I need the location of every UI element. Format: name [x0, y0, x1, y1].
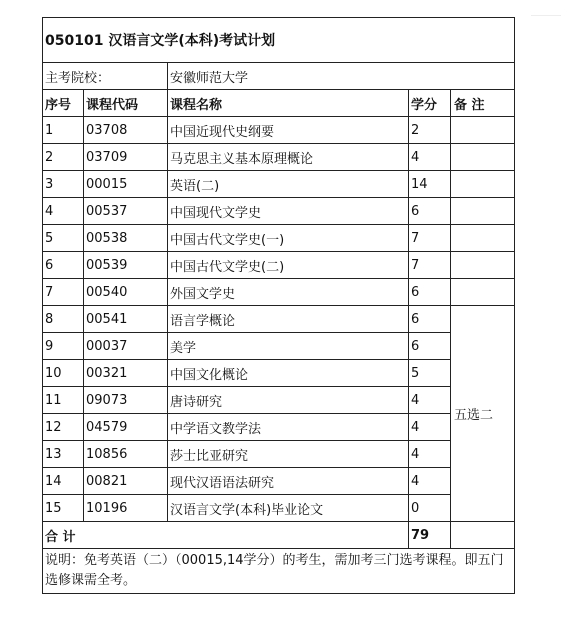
- total-row: [43, 522, 515, 549]
- cell-name: 莎士比亚研究: [168, 441, 409, 468]
- cell-no: 7: [43, 279, 84, 306]
- cell-remark: [451, 144, 515, 171]
- cell-code: 00537: [84, 198, 168, 225]
- cell-remark: [451, 225, 515, 252]
- cell-credit: 6: [409, 306, 451, 333]
- cell-code: 03708: [84, 117, 168, 144]
- cell-remark: [451, 117, 515, 144]
- table-row: [43, 306, 515, 333]
- cell-code: 00321: [84, 360, 168, 387]
- header-code: 课程代码: [84, 90, 168, 117]
- cell-code: 00821: [84, 468, 168, 495]
- title-row: [43, 18, 515, 63]
- cell-credit: 6: [409, 198, 451, 225]
- cell-credit: 0: [409, 495, 451, 522]
- table-row: [43, 333, 515, 360]
- cell-code: 10856: [84, 441, 168, 468]
- table-row: [43, 279, 515, 306]
- cell-no: 15: [43, 495, 84, 522]
- cell-credit: 14: [409, 171, 451, 198]
- cell-no: 3: [43, 171, 84, 198]
- cell-code: 00541: [84, 306, 168, 333]
- cell-credit: 4: [409, 144, 451, 171]
- table-row: [43, 117, 515, 144]
- cell-credit: 2: [409, 117, 451, 144]
- cell-name: 中国近现代史纲要: [168, 117, 409, 144]
- cell-code: 09073: [84, 387, 168, 414]
- plan-title: 050101 汉语言文学(本科)考试计划: [43, 18, 515, 63]
- cell-credit: 7: [409, 225, 451, 252]
- header-name: 课程名称: [168, 90, 409, 117]
- cell-remark: [451, 252, 515, 279]
- cell-no: 4: [43, 198, 84, 225]
- cell-no: 9: [43, 333, 84, 360]
- table-row: [43, 225, 515, 252]
- total-remark: [451, 522, 515, 549]
- elective-remark: 五选二: [451, 306, 515, 522]
- cell-name: 中国古代文学史(一): [168, 225, 409, 252]
- cell-remark: [451, 171, 515, 198]
- cell-code: 03709: [84, 144, 168, 171]
- table-row: [43, 468, 515, 495]
- cell-name: 马克思主义基本原理概论: [168, 144, 409, 171]
- school-row: [43, 63, 515, 90]
- cell-code: 10196: [84, 495, 168, 522]
- exam-plan-table: [42, 17, 515, 594]
- cell-name: 美学: [168, 333, 409, 360]
- table-row: [43, 414, 515, 441]
- cell-remark: [451, 279, 515, 306]
- cell-name: 中国现代文学史: [168, 198, 409, 225]
- cell-no: 12: [43, 414, 84, 441]
- cell-no: 8: [43, 306, 84, 333]
- cell-code: 04579: [84, 414, 168, 441]
- cell-name: 汉语言文学(本科)毕业论文: [168, 495, 409, 522]
- table-row: [43, 360, 515, 387]
- header-credit: 学分: [409, 90, 451, 117]
- cell-no: 14: [43, 468, 84, 495]
- cell-code: 00538: [84, 225, 168, 252]
- cell-name: 现代汉语语法研究: [168, 468, 409, 495]
- table-row: [43, 171, 515, 198]
- table-row: [43, 252, 515, 279]
- cell-credit: 5: [409, 360, 451, 387]
- cell-no: 13: [43, 441, 84, 468]
- note-row: [43, 549, 515, 594]
- table-row: [43, 144, 515, 171]
- cell-remark: [451, 198, 515, 225]
- table-row: [43, 198, 515, 225]
- total-label: 合 计: [43, 522, 409, 549]
- cell-code: 00539: [84, 252, 168, 279]
- cell-no: 10: [43, 360, 84, 387]
- cell-credit: 4: [409, 387, 451, 414]
- cell-name: 外国文学史: [168, 279, 409, 306]
- cell-no: 5: [43, 225, 84, 252]
- cell-no: 2: [43, 144, 84, 171]
- cell-name: 中国文化概论: [168, 360, 409, 387]
- cell-name: 语言学概论: [168, 306, 409, 333]
- cell-credit: 4: [409, 414, 451, 441]
- cell-credit: 7: [409, 252, 451, 279]
- cell-code: 00037: [84, 333, 168, 360]
- cell-credit: 4: [409, 468, 451, 495]
- cell-no: 11: [43, 387, 84, 414]
- note-text: 说明：免考英语（二）（00015,14学分）的考生，需加考三门选考课程。即五门选修课需全考。: [43, 549, 515, 594]
- cell-credit: 6: [409, 333, 451, 360]
- total-value: 79: [409, 522, 451, 549]
- cell-code: 00015: [84, 171, 168, 198]
- cell-name: 英语(二): [168, 171, 409, 198]
- table-row: [43, 387, 515, 414]
- school-name: 安徽师范大学: [168, 63, 515, 90]
- header-no: 序号: [43, 90, 84, 117]
- cell-no: 6: [43, 252, 84, 279]
- cell-no: 1: [43, 117, 84, 144]
- header-remark: 备 注: [451, 90, 515, 117]
- decorative-line: [531, 15, 561, 16]
- header-row: [43, 90, 515, 117]
- cell-name: 中学语文教学法: [168, 414, 409, 441]
- exam-plan-document: [42, 17, 514, 594]
- cell-credit: 6: [409, 279, 451, 306]
- cell-credit: 4: [409, 441, 451, 468]
- cell-name: 中国古代文学史(二): [168, 252, 409, 279]
- cell-name: 唐诗研究: [168, 387, 409, 414]
- table-row: [43, 441, 515, 468]
- table-row: [43, 495, 515, 522]
- cell-code: 00540: [84, 279, 168, 306]
- school-label: 主考院校：: [43, 63, 168, 90]
